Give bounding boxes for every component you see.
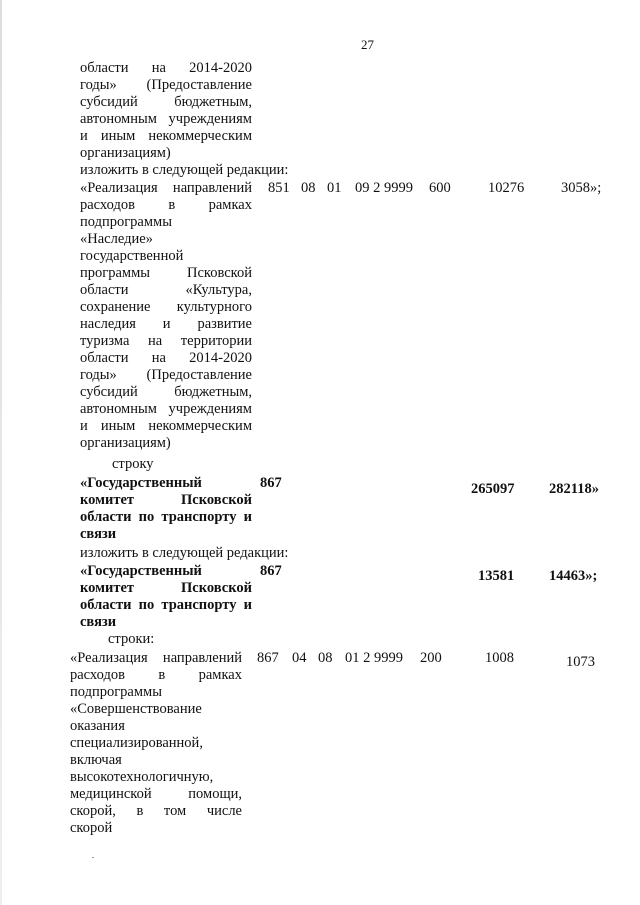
text-line: области на 2014-2020 [80, 60, 252, 76]
text-line: «Реализация направлений [70, 650, 242, 666]
text-line: и иным некоммерческим [80, 418, 252, 434]
text-line: области по транспорту и [80, 597, 252, 613]
text-line: «Государственный [80, 563, 202, 579]
row2-value-2019: 265097 [471, 481, 515, 497]
text-line: «Реализация направлений [80, 180, 252, 196]
row1-subsection: 01 [327, 180, 342, 196]
row2-description [80, 475, 252, 543]
row4-target: 01 2 9999 [345, 650, 403, 666]
text-line: и иным некоммерческим [80, 128, 252, 144]
prev-row-description [80, 60, 252, 162]
row4-type: 200 [420, 650, 442, 666]
row1-code: 851 [268, 180, 290, 196]
text-line: туризма на территории [80, 333, 252, 349]
text-line: скорой, в том числе [70, 803, 242, 819]
row1-target: 09 2 9999 [355, 180, 413, 196]
row3-description [80, 563, 252, 631]
text-line: подпрограммы [70, 684, 162, 700]
text-line: субсидий бюджетным, [80, 384, 252, 400]
text-line: организациям) [80, 435, 171, 451]
instruction-lines: строки: [108, 631, 155, 647]
row3-value-2019: 13581 [478, 568, 515, 584]
row1-type: 600 [429, 180, 451, 196]
text-line: специализированной, [70, 735, 203, 751]
text-line: «Наследие» [80, 231, 153, 247]
text-line: расходов в рамках [80, 197, 252, 213]
text-line: «Совершенствование [70, 701, 202, 717]
text-line: скорой [70, 820, 113, 836]
text-line: комитет Псковской [80, 580, 252, 596]
text-line: автономным учреждениям [80, 111, 252, 127]
text-line: «Государственный [80, 475, 202, 491]
row4-description [70, 650, 242, 837]
text-line: субсидий бюджетным, [80, 94, 252, 110]
text-line: автономным учреждениям [80, 401, 252, 417]
row1-value-2019: 10276 [488, 180, 525, 196]
instruction-line: строку [112, 456, 154, 472]
row2-value-2020: 282118» [549, 481, 599, 497]
text-line: области на 2014-2020 [80, 350, 252, 366]
row4-subsection: 08 [318, 650, 333, 666]
instruction-replace: изложить в следующей редакции: [80, 545, 289, 561]
row2-code: 867 [260, 475, 282, 491]
page-number: 27 [361, 37, 374, 52]
text-line: области «Культура, [80, 282, 252, 298]
text-line: государственной [80, 248, 184, 264]
text-line: включая [70, 752, 122, 768]
text-line: связи [80, 526, 117, 542]
row4-value-2019: 1008 [485, 650, 514, 666]
instruction-replace: изложить в следующей редакции: [80, 162, 289, 178]
text-line: годы» (Предоставление [80, 77, 252, 93]
text-line: медицинской помощи, [70, 786, 242, 802]
text-line: организациям) [80, 145, 171, 161]
row3-code: 867 [260, 563, 282, 579]
text-line: расходов в рамках [70, 667, 242, 683]
text-line: годы» (Предоставление [80, 367, 252, 383]
text-line: области по транспорту и [80, 509, 252, 525]
text-line: подпрограммы [80, 214, 172, 230]
row1-value-2020: 3058»; [561, 180, 602, 196]
scan-edge [0, 0, 2, 905]
row1-description [80, 180, 252, 452]
row4-code: 867 [257, 650, 279, 666]
row3-value-2020: 14463»; [549, 568, 598, 584]
row4-value-2020: 1073 [566, 654, 595, 670]
text-line: сохранение культурного [80, 299, 252, 315]
text-line: высокотехнологичную, [70, 769, 214, 785]
row1-section: 08 [301, 180, 316, 196]
text-line: оказания [70, 718, 125, 734]
text-line: наследия и развитие [80, 316, 252, 332]
row4-section: 04 [292, 650, 307, 666]
text-line: программы Псковской [80, 265, 252, 281]
scan-speck [92, 857, 94, 858]
text-line: связи [80, 614, 117, 630]
text-line: комитет Псковской [80, 492, 252, 508]
